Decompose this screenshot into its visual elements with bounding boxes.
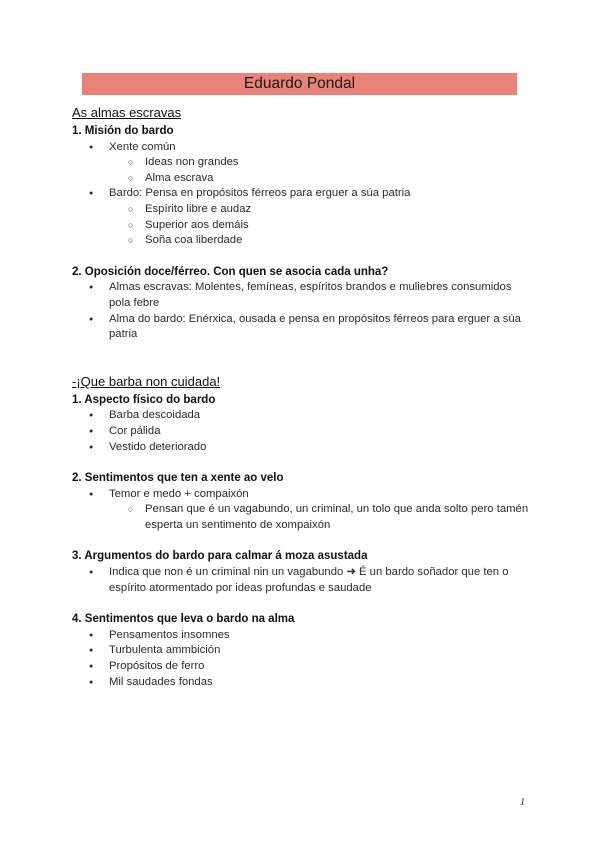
sub-bullet-list xyxy=(109,155,532,186)
subsection-heading: 1. Aspecto físico do bardo xyxy=(72,393,216,406)
bullet-text: Almas escravas: Molentes, femíneas, espíritos brandos e muliebres consumidos pola febre xyxy=(109,281,512,309)
sub-bullet-item: ○ Superior aos demáis xyxy=(72,218,532,234)
section-title: As almas escravas xyxy=(72,105,182,120)
bullet-text: Propósitos de ferro xyxy=(109,660,205,673)
bullet-item xyxy=(72,659,532,675)
subsection-heading: 2. Oposición doce/férreo. Con quen se asocia cada unha? xyxy=(72,265,389,278)
bullet-text: Temor e medo + compaixón xyxy=(109,487,249,500)
bullet-text: Pensamentos insomnes xyxy=(109,628,230,641)
subsection-heading: 2. Sentimentos que ten a xente ao velo xyxy=(72,472,284,485)
bullet-item xyxy=(72,675,532,691)
bullet-item xyxy=(72,440,532,456)
bullet-text: Turbulenta ammbición xyxy=(109,644,221,657)
bullet-item xyxy=(72,565,532,596)
subsection-heading: 3. Argumentos do bardo para calmar á moza asustada xyxy=(72,550,368,563)
subsection-heading: 1. Misión do bardo xyxy=(72,125,174,137)
document-title: Eduardo Pondal xyxy=(82,73,517,95)
document-content xyxy=(72,104,532,690)
bullet-list xyxy=(72,628,532,690)
subsection-gap xyxy=(72,596,532,610)
subsection-gap xyxy=(72,249,532,263)
sub-bullet-list xyxy=(109,502,532,533)
sub-bullet-item: ○ Ideas non grandes xyxy=(72,155,532,171)
bullet-text: Vestido deteriorado xyxy=(109,440,207,453)
page-number: 1 xyxy=(520,797,525,808)
bullet-item xyxy=(72,140,532,187)
sub-bullet-list xyxy=(109,202,532,249)
sub-bullet-item: ○ Soña coa liberdade xyxy=(72,233,532,249)
sub-bullet-item: ○ Alma escrava xyxy=(72,171,532,187)
bullet-item xyxy=(72,186,532,248)
bullet-item xyxy=(72,312,532,343)
bullet-list xyxy=(72,565,532,596)
bullet-list xyxy=(72,140,532,249)
bullet-text: Alma do bardo: Enérxica, ousada e pensa en propósitos férreos para erguer a súa patria xyxy=(109,312,521,341)
section-gap xyxy=(72,343,532,373)
bullet-text: Indica que non é un criminal nin un vagabundo ➜ É un bardo soñador que ten o espírito atormentado por ideas profundas e saudade xyxy=(109,566,509,594)
bullet-list xyxy=(72,487,532,534)
bullet-text: Mil saudades fondas xyxy=(109,675,213,688)
subsection-gap xyxy=(72,533,532,547)
bullet-text: Barba descoidada xyxy=(109,409,201,422)
bullet-list xyxy=(72,408,532,455)
subsection-gap xyxy=(72,455,532,469)
bullet-item xyxy=(72,487,532,534)
subsection-heading: 4. Sentimentos que leva o bardo na alma xyxy=(72,613,295,626)
sub-bullet-item: ○ Espírito libre e audaz xyxy=(72,202,532,218)
bullet-text: Bardo: Pensa en propósitos férreos para erguer a súa patria xyxy=(109,187,411,200)
bullet-text: Xente común xyxy=(109,140,176,153)
bullet-item xyxy=(72,628,532,644)
bullet-item xyxy=(72,408,532,424)
bullet-item xyxy=(72,424,532,440)
bullet-item xyxy=(72,643,532,659)
bullet-list xyxy=(72,280,532,342)
section-title: -¡Que barba non cuidada! xyxy=(72,373,221,389)
bullet-text: Cor pálida xyxy=(109,424,161,437)
bullet-item xyxy=(72,280,532,311)
sub-bullet-item: ○ Pensan que é un vagabundo, un criminal, un tolo que anda solto pero tamén esperta un sentimento de xompaixón xyxy=(72,502,532,533)
